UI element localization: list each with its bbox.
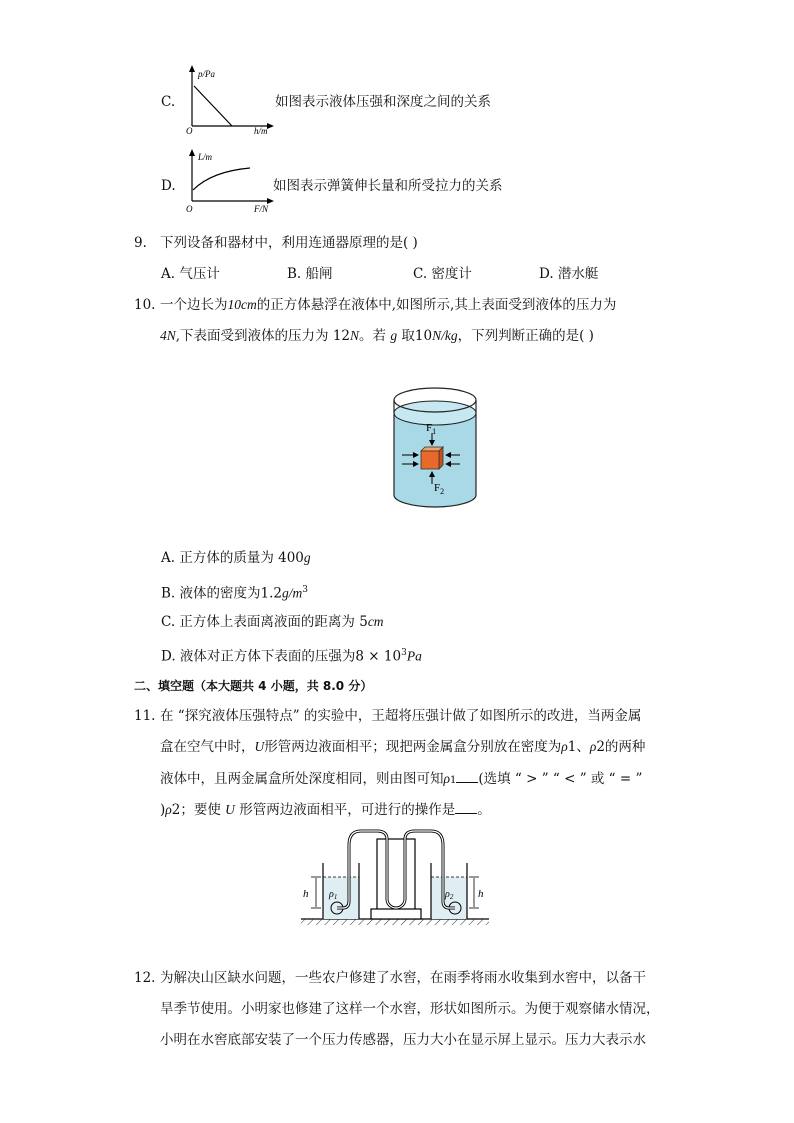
q10-f1-label: $F_1$	[426, 422, 437, 436]
q8-d-origin: O	[186, 204, 193, 214]
q11-stem-line2: 盒在空气中时，U形管两边液面相平；现把两金属盒分别放在密度为ρ1、ρ2的两种	[160, 739, 646, 755]
q8-d-xlabel: F/N	[254, 204, 269, 214]
q9-option-c: C. 密度计	[413, 266, 472, 282]
q12-stem-line2: 旱季节使用。小明家也修建了这样一个水窖，形状如图所示。为便于观察储水情况，	[160, 1001, 660, 1017]
q8-option-c-graph	[182, 64, 276, 136]
q11-rho1-label: $\rho_1$	[329, 889, 338, 901]
q11-answer-blank-2[interactable]	[455, 799, 477, 814]
q8-c-origin: O	[186, 126, 193, 136]
q10-figure-cube-in-liquid	[390, 383, 480, 515]
q10-option-d: D. 液体对正方体下表面的压强为$8 \times 10^3Pa$	[161, 648, 422, 665]
q11-stem-line1: 在 “探究液体压强特点” 的实验中，王超将压强计做了如图所示的改进，当两金属	[160, 708, 642, 724]
q9-option-b: B. 船闸	[287, 266, 333, 282]
q9-stem: 下列设备和器材中，利用连通器原理的是( )	[160, 235, 418, 251]
q8-c-ylabel: p/Pa	[198, 69, 215, 79]
q8-option-c-label: C.	[161, 94, 176, 110]
q12-stem-line3: 小明在水窖底部安装了一个压力传感器，压力大小在显示屏上显示。压力大表示水	[160, 1032, 646, 1048]
q8-option-d-graph	[182, 148, 276, 220]
q11-h-left: h	[303, 888, 309, 900]
q11-h-right: h	[478, 888, 484, 900]
q12-stem-line1: 为解决山区缺水问题，一些农户修建了水窖，在雨季将雨水收集到水窖中，以备干	[160, 970, 646, 986]
q11-stem-line4: )ρ2；要使 U 形管两边液面相平，可进行的操作是 。	[160, 799, 491, 820]
q9-number: 9.	[134, 235, 147, 251]
q8-option-d-label: D.	[161, 178, 176, 194]
q10-number: 10.	[134, 297, 156, 313]
q10-option-a: A. 正方体的质量为 400g	[161, 550, 311, 566]
q11-figure-pressure-gauge	[297, 825, 493, 930]
q9-option-d: D. 潜水艇	[539, 266, 599, 282]
section-heading-fill-in: 二、填空题（本大题共 4 小题，共 8.0 分）	[134, 679, 373, 693]
q10-option-c: C. 正方体上表面离液面的距离为 5cm	[161, 614, 384, 630]
q8-option-c-text: 如图表示液体压强和深度之间的关系	[275, 94, 491, 110]
q10-stem-line2: 4N,下表面受到液体的压力为 12N。若 g 取10N/kg，下列判断正确的是( )	[160, 328, 594, 344]
q12-number: 12.	[134, 970, 156, 986]
q9-option-a: A. 气压计	[161, 266, 220, 282]
q11-rho2-label: $\rho_2$	[445, 889, 454, 901]
q8-option-d-text: 如图表示弹簧伸长量和所受拉力的关系	[273, 178, 503, 194]
q10-stem-line1: 一个边长为10cm的正方体悬浮在液体中,如图所示,其上表面受到液体的压力为	[160, 297, 617, 313]
q11-answer-blank-1[interactable]	[456, 768, 478, 783]
q8-d-ylabel: L/m	[198, 152, 213, 162]
q10-option-b: B. 液体的密度为$1.2g/m^3$	[161, 585, 308, 602]
q11-stem-line3: 液体中，且两金属盒所处深度相同，则由图可知ρ1 (选填 “ > ” “ < ” 或 “ = ”	[160, 768, 642, 791]
q10-f2-label: $F_2$	[434, 482, 445, 496]
q8-c-xlabel: h/m	[254, 126, 268, 136]
q11-number: 11.	[134, 708, 156, 724]
